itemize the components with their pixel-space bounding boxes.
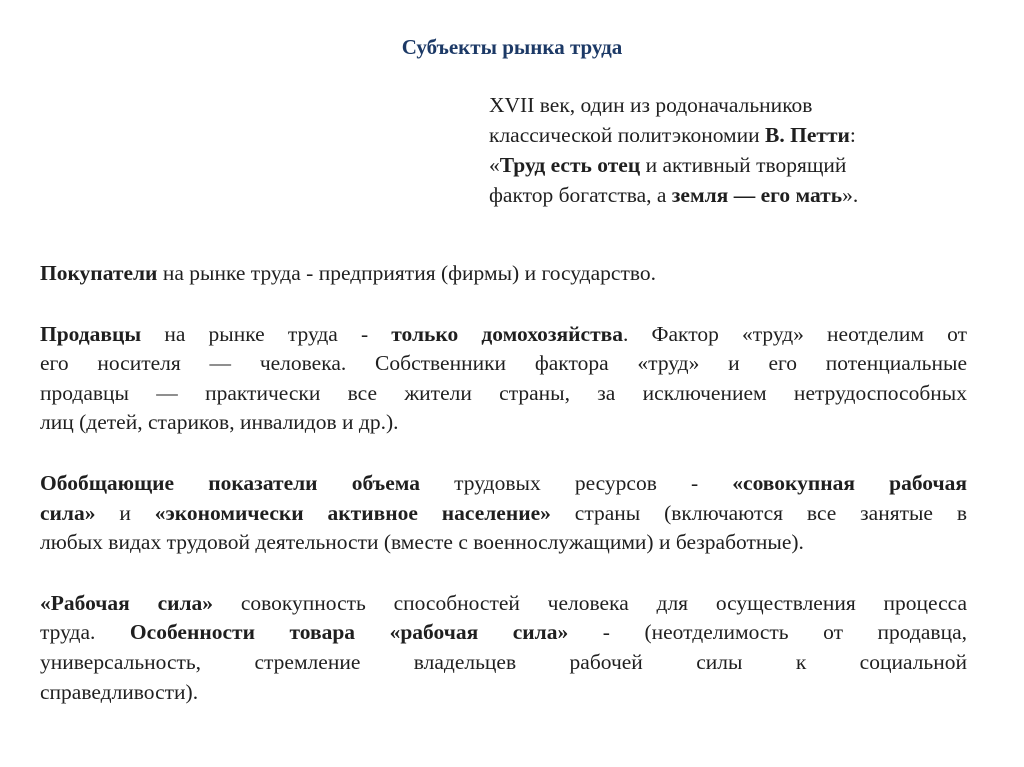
quote-text: :	[849, 123, 856, 147]
quote-line-4	[489, 180, 959, 210]
paragraph-workforce	[40, 589, 967, 707]
para-text: и	[95, 500, 155, 525]
term-sellers: Продавцы	[40, 321, 142, 346]
quote-text: и активный творящий	[640, 153, 847, 177]
para-line: справедливости).	[40, 679, 199, 704]
term-labor-force: «совокупная рабочая	[732, 470, 967, 495]
para-text: труда.	[40, 620, 130, 645]
para-line	[40, 469, 967, 499]
paragraph-indicators	[40, 469, 967, 558]
quote-line-2	[489, 120, 959, 150]
para-line: его носителя — человека. Собственники фактора «труд» и его потенциальные	[40, 351, 967, 376]
slide-title: Субъекты рынка труда	[401, 35, 623, 59]
para-text: . Фактор «труд» неотделим от	[623, 321, 967, 346]
para-text: трудовых ресурсов -	[420, 470, 733, 495]
para-text: страны (включаются все занятые в	[550, 500, 967, 525]
para-line	[40, 499, 967, 529]
term-labor-force: сила»	[40, 500, 96, 525]
para-line: универсальность, стремление владельцев рабочей силы к социальной	[40, 649, 967, 674]
para-line	[40, 259, 967, 289]
quote-bold: земля — его мать	[671, 183, 843, 207]
quote-author: В. Петти	[765, 123, 850, 147]
para-line: продавцы — практически все жители страны, за исключением нетрудоспособных	[40, 380, 967, 405]
term-features: Особенности товара «рабочая сила»	[129, 620, 569, 645]
para-text: - (неотделимость от продавца,	[568, 620, 967, 645]
quote-text: классической политэкономии	[489, 123, 766, 147]
term-buyers: Покупатели	[40, 261, 158, 285]
petty-quote	[489, 90, 959, 210]
para-line	[40, 589, 967, 619]
para-text: на рынке труда -	[141, 321, 392, 346]
quote-text: фактор богатства, а	[489, 183, 672, 207]
para-line: любых видах трудовой деятельности (вместе с военнослужащими) и безработные).	[40, 530, 804, 555]
term-workforce: «Рабочая сила»	[40, 590, 214, 615]
para-line	[40, 320, 967, 350]
para-line	[40, 618, 967, 648]
paragraph-sellers	[40, 320, 967, 438]
quote-text: «	[489, 153, 500, 177]
para-line: лиц (детей, стариков, инвалидов и др.).	[40, 410, 399, 435]
quote-line-1: XVII век, один из родоначальников	[489, 93, 813, 117]
quote-line-3	[489, 150, 959, 180]
para-text: на рынке труда - предприятия (фирмы) и государство.	[157, 261, 656, 285]
slide-body	[40, 259, 967, 707]
term-households: только домохозяйства	[391, 321, 624, 346]
term-indicators: Обобщающие показатели объема	[40, 470, 420, 495]
paragraph-buyers	[40, 259, 967, 289]
quote-text: ».	[842, 183, 859, 207]
quote-bold: Труд есть отец	[499, 153, 641, 177]
para-text: совокупность способностей человека для осуществления процесса	[213, 590, 967, 615]
term-active-population: «экономически активное население»	[154, 500, 551, 525]
